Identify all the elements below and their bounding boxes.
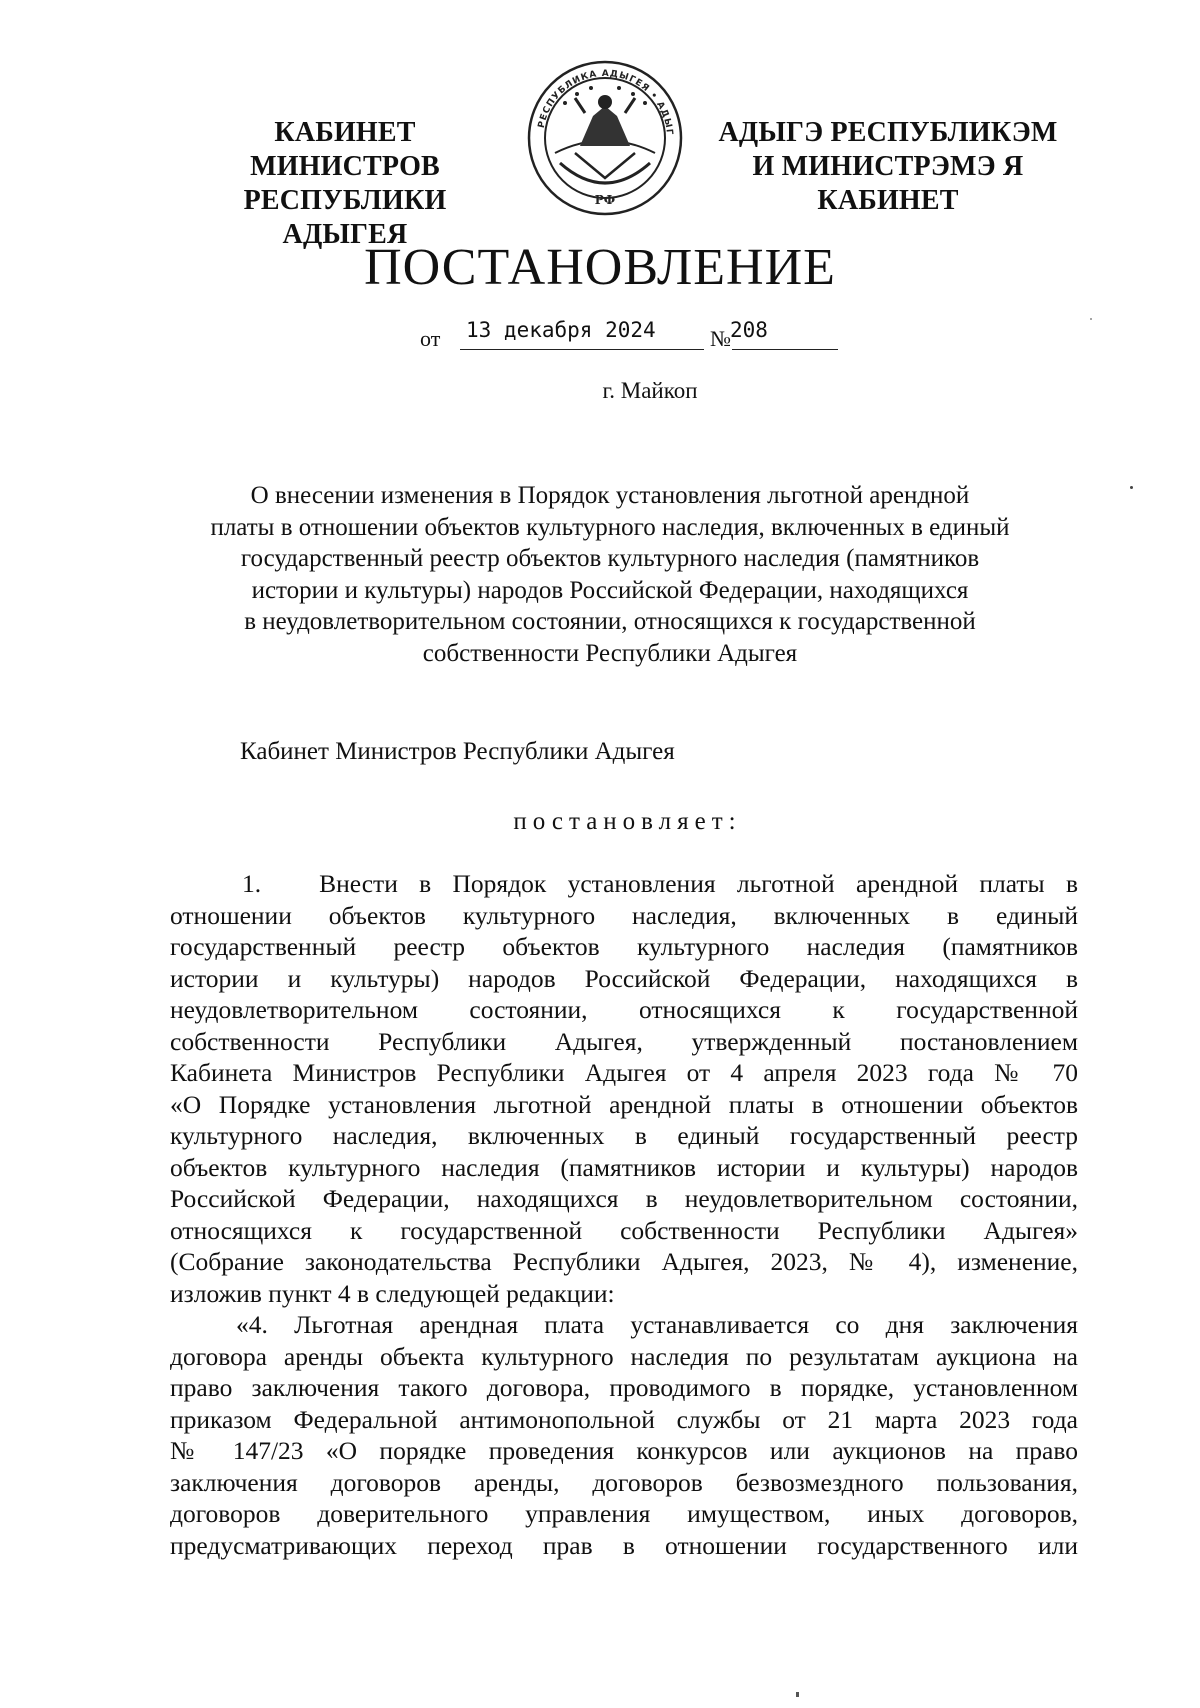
city: г. Майкоп <box>602 378 698 403</box>
number-underline <box>732 349 838 350</box>
scan-speck <box>1130 486 1133 489</box>
body-line-text: собственности Республики Адыгея, утвержденный постановлением <box>170 1026 1078 1056</box>
body-line-text: № 147/23 «О порядке проведения конкурсов или аукционов на право <box>170 1436 1078 1465</box>
body-line <box>170 963 1078 995</box>
body-line <box>170 1183 1078 1215</box>
subject-line: платы в отношении объектов культурного наследия, включенных в единый <box>210 513 1010 541</box>
body-line-text: Кабинета Министров Республики Адыгея от 4 апреля 2023 года № 70 <box>170 1058 1078 1087</box>
header-right-line-1: АДЫГЭ РЕСПУБЛИКЭМ <box>718 117 1058 148</box>
body-line-text: объектов культурного наследия (памятников истории и культуры) народов <box>170 1152 1078 1182</box>
date-number-line <box>420 318 840 358</box>
body-line <box>170 1278 1078 1310</box>
body-line-text: «4. Льготная арендная плата устанавливается со дня заключения <box>236 1310 1078 1339</box>
body-line <box>170 1467 1078 1499</box>
body-text <box>170 868 1078 1561</box>
issuer: Кабинет Министров Республики Адыгея <box>240 738 675 765</box>
subject-line: собственности Республики Адыгея <box>422 639 798 667</box>
body-line <box>170 1089 1078 1121</box>
svg-text:РЕСПУБЛИКА АДЫГЕЯ • АДЫГЭ РЕСП: РЕСПУБЛИКА АДЫГЕЯ • АДЫГ <box>536 68 675 137</box>
subject-line: истории и культуры) народов Российской Федерации, находящихся <box>251 576 969 604</box>
resolves-word: постановляет: <box>513 808 742 835</box>
header-right-line-2: И МИНИСТРЭМЭ Я КАБИНЕТ <box>752 151 1024 216</box>
date-prefix: от <box>420 326 441 351</box>
body-line-text: приказом Федеральной антимонопольной службы от 21 марта 2023 года <box>170 1404 1078 1434</box>
subject-heading <box>160 480 1060 669</box>
body-line-text: «О Порядке установления льготной арендной платы в отношении объектов <box>170 1089 1078 1119</box>
body-line <box>170 1498 1078 1530</box>
scan-speck <box>1090 318 1092 320</box>
document-title: ПОСТАНОВЛЕНИЕ <box>364 239 836 296</box>
svg-text:РФ: РФ <box>594 193 616 207</box>
header-left-line-1: КАБИНЕТ МИНИСТРОВ <box>250 117 440 182</box>
subject-line: О внесении изменения в Порядок установления льготной арендной <box>250 482 970 509</box>
body-line <box>170 1530 1078 1562</box>
body-line <box>170 1309 1078 1341</box>
body-line <box>170 1120 1078 1152</box>
body-line-text: договора аренды объекта культурного наследия по результатам аукциона на <box>170 1341 1078 1371</box>
header-left-line-2: РЕСПУБЛИКИ АДЫГЕЯ <box>243 185 447 250</box>
body-line <box>170 1372 1078 1404</box>
body-line-text: предусматривающих переход прав в отношении государственного или <box>170 1530 1078 1560</box>
coat-of-arms-emblem <box>525 58 685 218</box>
body-line <box>170 1404 1078 1436</box>
body-line-text: культурного наследия, включенных в единый государственный реестр <box>170 1121 1078 1150</box>
body-line-text: изложив пункт 4 в следующей редакции: <box>170 1278 615 1308</box>
number-label: № <box>710 326 731 351</box>
body-line <box>170 1026 1078 1058</box>
scan-speck <box>796 1692 799 1697</box>
body-line-text: договоров доверительного управления имуществом, иных договоров, <box>170 1499 1078 1528</box>
subject-line: государственный реестр объектов культурного наследия (памятников <box>240 545 980 572</box>
body-line-text: заключения договоров аренды, договоров безвозмездного пользования, <box>170 1467 1078 1497</box>
item-number: 1. <box>242 869 262 898</box>
body-line-text: Внести в Порядок установления льготной арендной платы в <box>319 869 1078 898</box>
body-line <box>170 1215 1078 1247</box>
body-line <box>170 994 1078 1026</box>
body-line <box>170 931 1078 963</box>
subject-line: в неудовлетворительном состоянии, относящихся к государственной <box>244 608 976 635</box>
body-line <box>170 868 1078 900</box>
body-line <box>170 1152 1078 1184</box>
body-line <box>170 1341 1078 1373</box>
body-line-text: (Собрание законодательства Республики Адыгея, 2023, № 4), изменение, <box>170 1247 1078 1276</box>
body-line-text: Российской Федерации, находящихся в неудовлетворительном состоянии, <box>170 1184 1078 1213</box>
body-line <box>170 1435 1078 1467</box>
body-line-text: относящихся к государственной собственности Республики Адыгея» <box>170 1215 1078 1245</box>
date-underline <box>460 349 704 350</box>
body-line <box>170 1057 1078 1089</box>
body-line-text: отношении объектов культурного наследия, включенных в единый <box>170 900 1078 930</box>
body-line-text: государственный реестр объектов культурного наследия (памятников <box>170 932 1078 961</box>
document-number: 208 <box>730 318 768 342</box>
body-line-text: право заключения такого договора, проводимого в порядке, установленном <box>170 1373 1078 1402</box>
body-line-text: истории и культуры) народов Российской Федерации, находящихся в <box>170 963 1078 993</box>
body-line <box>170 900 1078 932</box>
body-line-text: неудовлетворительном состоянии, относящихся к государственной <box>170 995 1078 1024</box>
body-line <box>170 1246 1078 1278</box>
header-right <box>688 116 1088 218</box>
header-left <box>180 116 510 252</box>
document-date: 13 декабря 2024 <box>466 318 656 342</box>
